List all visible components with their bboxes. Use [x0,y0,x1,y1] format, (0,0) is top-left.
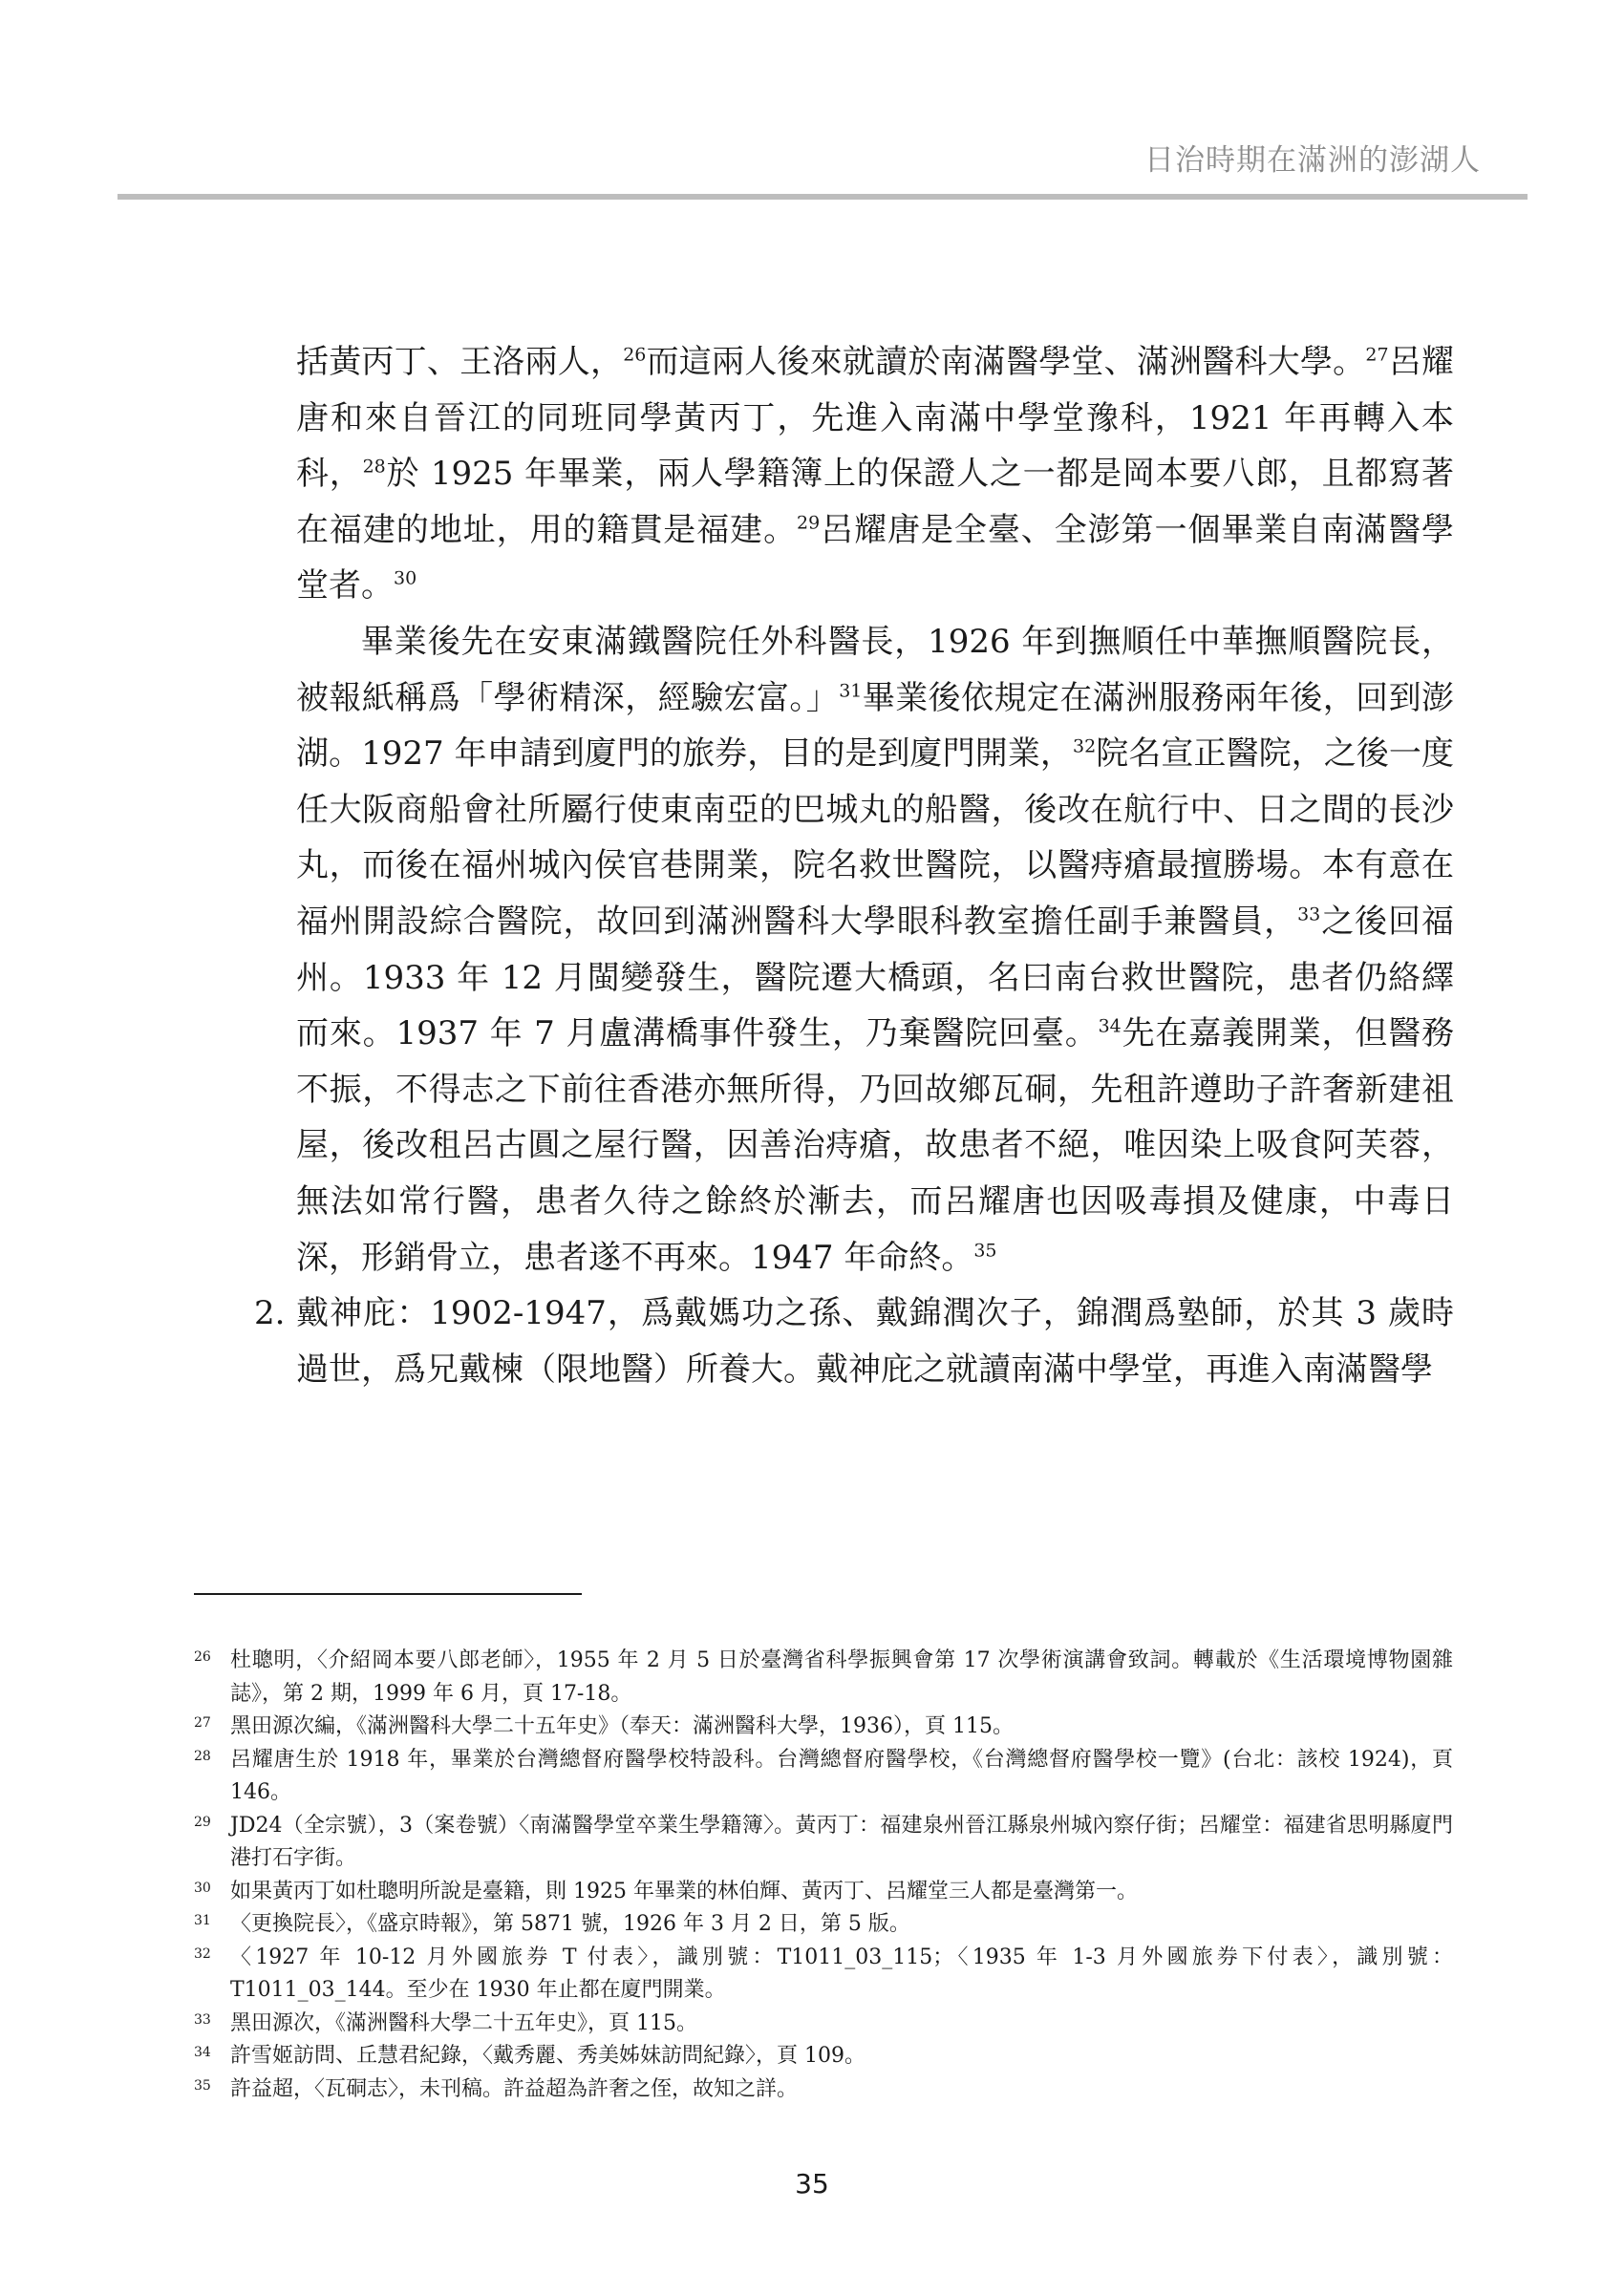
footnote-number: 32 [194,1945,211,1962]
footnote [194,2008,1453,2041]
footnote [194,2040,1453,2073]
footnote-ref[interactable]: 32 [1072,735,1097,757]
text-run: 而這兩人後來就讀於南滿醫學堂、滿洲醫科大學。 [646,343,1366,381]
footnote-text: 〈更換院長〉，《盛京時報》，第 5871 號，1926 年 3 月 2 日，第 5 版。 [230,1912,910,1936]
footnote-ref[interactable]: 26 [623,344,647,366]
paragraph-2 [296,614,1454,1286]
running-header: 日治時期在滿洲的澎湖人 [1144,143,1481,178]
page-number: 35 [795,2168,829,2200]
footnote-ref[interactable]: 34 [1098,1015,1122,1037]
footnotes [194,1645,1453,2106]
footnote-number: 34 [194,2045,211,2060]
text-run: 括黃丙丁、王洛兩人， [296,343,624,381]
footnote-ref[interactable]: 29 [797,512,821,534]
footnote [194,1942,1453,2008]
footnote-ref[interactable]: 27 [1365,344,1389,366]
text-run: 畢業後先在安東滿鐵醫院任外科醫長，1926 年到撫順任中華撫順醫院長，被報紙稱爲「學術精深，經驗宏富。」 [296,622,1454,717]
text-run: 院名宣正醫院，之後一度任大阪商船會社所屬行使東南亞的巴城丸的船醫，後改在航行中、日之間的長沙丸，而後在福州城內侯官巷開業，院名救世醫院，以醫痔瘡最擅勝場。本有意在福州開設綜合醫院，故回到滿洲醫科大學眼科教室擔任副手兼醫員， [296,734,1454,941]
footnote-number: 30 [194,1880,211,1896]
footnote-text: 如果黃丙丁如杜聰明所說是臺籍，則 1925 年畢業的林伯輝、黃丙丁、呂耀堂三人都是臺灣第一。 [230,1879,1138,1903]
footnote-number: 33 [194,2011,211,2028]
footnote-ref[interactable]: 31 [839,680,863,702]
footnote [194,2073,1453,2107]
footnote-text: 〈1927 年 10-12 月外國旅券 T 付表〉，識別號：T1011_03_115；〈1935 年 1-3 月外國旅券下付表〉，識別號：T1011_03_144。至少在 1930 年止都在廈門開業。 [230,1945,1453,2002]
footnote-number: 28 [194,1748,211,1764]
footnote [194,1645,1453,1711]
main-text [254,334,1455,1397]
footnote [194,1744,1453,1810]
footnote-rule [194,1593,582,1595]
footnote-ref[interactable]: 28 [362,456,386,478]
footnote [194,1810,1453,1876]
footnote [194,1908,1453,1942]
footnote-text: 黑田源次編，《滿洲醫科大學二十五年史》（奉天：滿洲醫科大學，1936），頁 115。 [230,1714,1014,1738]
footnote-number: 29 [194,1814,211,1830]
text-run: 之後回福州。1933 年 12 月閩變發生，醫院遷大橋頭，名曰南台救世醫院，患者仍絡繹而來。1937 年 7 月盧溝橋事件發生，乃棄醫院回臺。 [296,902,1455,1053]
text-run: 先在嘉義開業，但醫務不振，不得志之下前往香港亦無所得，乃回故鄉瓦硐，先租許遵助子許奢新建祖屋，後改租呂古圓之屋行醫，因善治痔瘡，故患者不絕，唯因染上吸食阿芙蓉，無法如常行醫，患者久待之餘終於漸去，而呂耀唐也因吸毒損及健康，中毒日深，形銷骨立，患者遂不再來。1947 年命終。 [296,1014,1454,1277]
footnote [194,1876,1453,1909]
footnote-text: 黑田源次，《滿洲醫科大學二十五年史》，頁 115。 [230,2010,697,2035]
footnote-number: 26 [194,1649,211,1665]
text-run: 畢業後依規定在滿洲服務兩年後，回到澎湖。1927 年申請到廈門的旅券，目的是到廈門開業， [296,678,1455,774]
footnote-number: 35 [194,2077,211,2094]
footnote-ref[interactable]: 33 [1297,904,1321,925]
text-run: 於 1925 年畢業，兩人學籍簿上的保證人之一都是岡本要八郎，且都寫著在福建的地址，用的籍貫是福建。 [296,455,1455,549]
footnote-text: 許益超，〈瓦硐志〉，未刊稿。許益超為許奢之侄，故知之詳。 [230,2076,799,2101]
footnote [194,1711,1453,1744]
numbered-item-2 [254,1286,1454,1397]
text-run: 呂耀唐和來自晉江的同班同學黃丙丁，先進入南滿中學堂豫科，1921 年再轉入本科， [296,343,1455,494]
footnote-text: 呂耀唐生於 1918 年，畢業於台灣總督府醫學校特設科。台灣總督府醫學校，《台灣總督府醫學校一覽》(台北：該校 1924)，頁 146。 [230,1747,1453,1804]
paragraph-1 [296,334,1454,614]
footnote-ref[interactable]: 35 [973,1240,997,1262]
header-rule [118,194,1528,200]
footnote-text: 杜聰明，〈介紹岡本要八郎老師〉，1955 年 2 月 5 日於臺灣省科學振興會第 17 次學術演講會致詞。轉載於《生活環境博物園雜誌》，第 2 期，1999 年 6 月，頁 17-18。 [230,1648,1453,1706]
footnote-ref[interactable]: 30 [394,568,417,590]
footnote-text: JD24（全宗號），3（案卷號）〈南滿醫學堂卒業生學籍簿〉。黃丙丁：福建泉州晉江縣泉州城內察仔街；呂耀堂：福建省思明縣廈門港打石字街。 [230,1813,1453,1870]
item-number: 2. [254,1294,286,1333]
footnote-text: 許雪姬訪問、丘慧君紀錄，〈戴秀麗、秀美姊妹訪問紀錄〉，頁 109。 [230,2044,865,2068]
text-run: 呂耀唐是全臺、全澎第一個畢業自南滿醫學堂者。 [296,510,1455,606]
text-run: 戴神庇：1902-1947，爲戴媽功之孫、戴錦潤次子，錦潤爲塾師，於其 3 歲時過世，爲兄戴楝（限地醫）所養大。戴神庇之就讀南滿中學堂，再進入南滿醫學 [296,1294,1454,1389]
footnote-number: 31 [194,1913,211,1928]
footnote-number: 27 [194,1715,211,1731]
